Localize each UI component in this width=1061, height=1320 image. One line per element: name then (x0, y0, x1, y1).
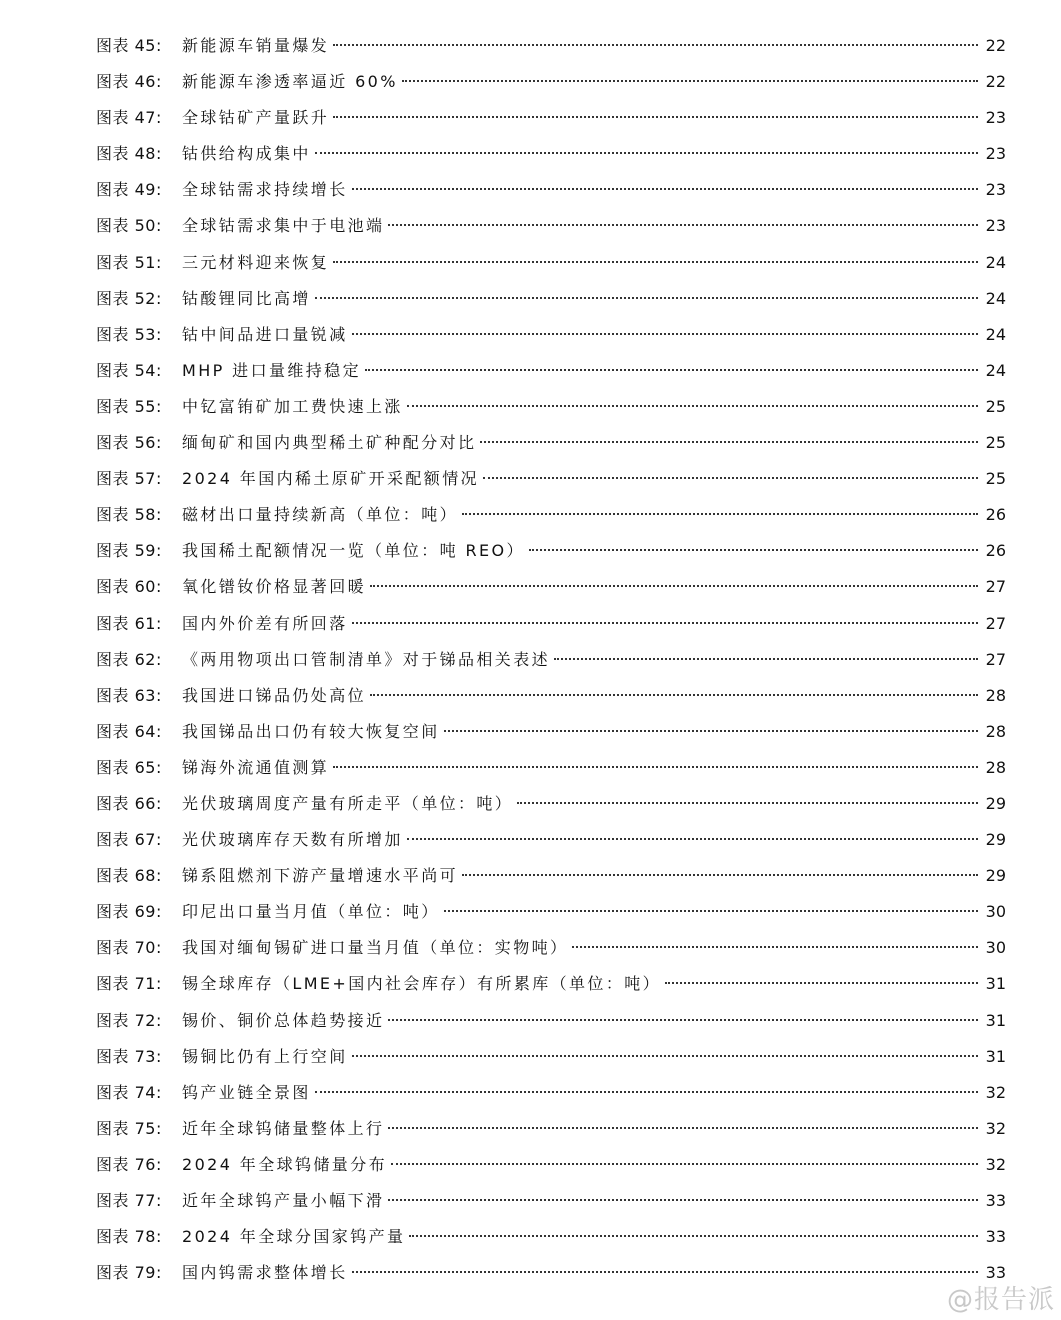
toc-entry-label: 图表 75: (96, 1118, 162, 1138)
dot-leader (572, 946, 978, 948)
dot-leader (388, 1199, 978, 1201)
toc-entry[interactable] (96, 100, 1006, 136)
toc-entry-label: 图表 50: (96, 216, 162, 236)
toc-entry-page-number[interactable]: 33 (985, 1227, 1006, 1247)
toc-entry-label: 图表 68: (96, 866, 162, 886)
toc-entry-page-number[interactable]: 29 (985, 866, 1006, 886)
toc-entry-label: 图表 60: (96, 577, 162, 597)
toc-entry-label: 图表 64: (96, 721, 162, 741)
toc-entry-title[interactable]: 全球钴需求集中于电池端 (182, 216, 385, 236)
toc-entry-title[interactable]: 印尼出口量当月值（单位：吨） (182, 902, 440, 922)
toc-entry[interactable] (96, 389, 1006, 425)
dot-leader (352, 1055, 978, 1057)
toc-entry-title[interactable]: 锑海外流通值测算 (182, 757, 330, 777)
toc-entry-page-number[interactable]: 31 (985, 1010, 1006, 1030)
toc-entry-title[interactable]: 我国锑品出口仍有较大恢复空间 (182, 721, 440, 741)
dot-leader (483, 477, 978, 479)
toc-entry[interactable] (96, 28, 1006, 64)
dot-leader (517, 802, 978, 804)
toc-entry-page-number[interactable]: 32 (985, 1118, 1006, 1138)
dot-leader (391, 1163, 978, 1165)
toc-entry-title[interactable]: 国内钨需求整体增长 (182, 1263, 348, 1283)
toc-entry-title[interactable]: MHP 进口量维持稳定 (182, 360, 361, 380)
toc-entry[interactable] (96, 930, 1006, 966)
table-of-figures (96, 28, 1006, 1291)
dot-leader (365, 369, 978, 371)
toc-entry-page-number[interactable]: 28 (985, 721, 1006, 741)
dot-leader (407, 838, 978, 840)
toc-entry-page-number[interactable]: 30 (985, 902, 1006, 922)
toc-entry[interactable] (96, 64, 1006, 100)
toc-entry-title[interactable]: 光伏玻璃周度产量有所走平（单位：吨） (182, 793, 514, 813)
dot-leader (462, 874, 978, 876)
toc-entry-label: 图表 59: (96, 541, 162, 561)
toc-entry-label: 图表 67: (96, 830, 162, 850)
toc-entry-title[interactable]: 中钇富铕矿加工费快速上涨 (182, 396, 403, 416)
dot-leader (352, 1271, 978, 1273)
dot-leader (352, 188, 978, 190)
toc-entry[interactable] (96, 1003, 1006, 1039)
toc-entry-page-number[interactable]: 32 (985, 1082, 1006, 1102)
dot-leader (333, 261, 978, 263)
toc-entry-label: 图表 78: (96, 1227, 162, 1247)
dot-leader (315, 297, 978, 299)
toc-entry[interactable] (96, 750, 1006, 786)
toc-entry[interactable] (96, 461, 1006, 497)
toc-entry-page-number[interactable]: 27 (985, 613, 1006, 633)
toc-entry-title[interactable]: 缅甸矿和国内典型稀土矿种配分对比 (182, 433, 477, 453)
toc-entry-title[interactable]: 我国进口锑品仍处高位 (182, 685, 367, 705)
toc-entry-page-number[interactable]: 27 (985, 577, 1006, 597)
toc-entry-title[interactable]: 2024 年国内稀土原矿开采配额情况 (182, 469, 480, 489)
toc-entry-title[interactable]: 《两用物项出口管制清单》对于锑品相关表述 (182, 649, 551, 669)
dot-leader (370, 694, 978, 696)
toc-entry-label: 图表 47: (96, 108, 162, 128)
toc-entry-title[interactable]: 磁材出口量持续新高（单位：吨） (182, 505, 459, 525)
toc-entry[interactable] (96, 822, 1006, 858)
toc-entry-page-number[interactable]: 23 (985, 144, 1006, 164)
toc-entry-label: 图表 52: (96, 288, 162, 308)
toc-entry-page-number[interactable]: 33 (985, 1191, 1006, 1210)
toc-entry-label: 图表 55: (96, 396, 162, 416)
dot-leader (444, 730, 978, 732)
toc-entry-label: 图表 77: (96, 1191, 162, 1210)
toc-entry-page-number[interactable]: 27 (985, 649, 1006, 669)
toc-entry-page-number[interactable]: 26 (985, 505, 1006, 525)
toc-entry-page-number[interactable]: 24 (985, 360, 1006, 380)
toc-entry-page-number[interactable]: 24 (985, 324, 1006, 344)
toc-entry-page-number[interactable]: 31 (985, 974, 1006, 994)
toc-entry[interactable] (96, 1075, 1006, 1111)
toc-entry-page-number[interactable]: 33 (985, 1263, 1006, 1283)
toc-entry-title[interactable]: 全球钴需求持续增长 (182, 180, 348, 200)
dot-leader (333, 766, 978, 768)
toc-entry-title[interactable]: 新能源车销量爆发 (182, 36, 330, 55)
toc-entry[interactable] (96, 786, 1006, 822)
dot-leader (407, 405, 978, 407)
dot-leader (554, 658, 978, 660)
toc-entry-title[interactable]: 2024 年全球钨储量分布 (182, 1154, 388, 1174)
dot-leader (409, 1235, 978, 1237)
toc-entry-page-number[interactable]: 32 (985, 1154, 1006, 1174)
toc-entry-page-number[interactable]: 25 (985, 396, 1006, 416)
toc-entry-title[interactable]: 我国对缅甸锡矿进口量当月值（单位：实物吨） (182, 938, 569, 958)
dot-leader (315, 152, 978, 154)
toc-entry-page-number[interactable]: 25 (985, 433, 1006, 453)
toc-entry-label: 图表 46: (96, 72, 162, 92)
toc-entry-page-number[interactable]: 23 (985, 216, 1006, 236)
toc-entry-label: 图表 57: (96, 469, 162, 489)
toc-entry[interactable] (96, 966, 1006, 1002)
toc-entry-title[interactable]: 钴中间品进口量锐减 (182, 324, 348, 344)
toc-entry[interactable] (96, 136, 1006, 172)
toc-entry-page-number[interactable]: 23 (985, 108, 1006, 128)
toc-entry-label: 图表 73: (96, 1046, 162, 1066)
toc-entry[interactable] (96, 606, 1006, 642)
toc-entry-title[interactable]: 锡价、铜价总体趋势接近 (182, 1010, 385, 1030)
toc-entry[interactable] (96, 858, 1006, 894)
toc-entry-label: 图表 54: (96, 360, 162, 380)
dot-leader (402, 80, 978, 82)
toc-entry[interactable] (96, 533, 1006, 569)
toc-entry-title[interactable]: 近年全球钨储量整体上行 (182, 1118, 385, 1138)
toc-entry-title[interactable]: 光伏玻璃库存天数有所增加 (182, 830, 403, 850)
toc-entry-label: 图表 66: (96, 793, 162, 813)
toc-entry-page-number[interactable]: 29 (985, 830, 1006, 850)
toc-entry[interactable] (96, 281, 1006, 317)
toc-entry-page-number[interactable]: 23 (985, 180, 1006, 200)
toc-entry-label: 图表 56: (96, 433, 162, 453)
toc-entry[interactable] (96, 569, 1006, 605)
toc-entry-title[interactable]: 新能源车渗透率逼近 60% (182, 72, 398, 92)
dot-leader (333, 116, 978, 118)
toc-entry-label: 图表 70: (96, 938, 162, 958)
toc-entry-title[interactable]: 锑系阻燃剂下游产量增速水平尚可 (182, 866, 459, 886)
toc-entry[interactable] (96, 642, 1006, 678)
dot-leader (370, 585, 978, 587)
toc-entry-title[interactable]: 锡全球库存（LME+国内社会库存）有所累库（单位：吨） (182, 974, 662, 994)
dot-leader (665, 982, 978, 984)
toc-entry-page-number[interactable]: 28 (985, 685, 1006, 705)
toc-entry-page-number[interactable]: 28 (985, 757, 1006, 777)
toc-entry-title[interactable]: 氧化镨钕价格显著回暖 (182, 577, 367, 597)
toc-entry[interactable] (96, 172, 1006, 208)
toc-entry-label: 图表 79: (96, 1263, 162, 1283)
dot-leader (388, 1019, 978, 1021)
toc-entry-label: 图表 48: (96, 144, 162, 164)
toc-entry-title[interactable]: 近年全球钨产量小幅下滑 (182, 1191, 385, 1210)
toc-entry[interactable] (96, 894, 1006, 930)
toc-entry-label: 图表 58: (96, 505, 162, 525)
toc-entry-label: 图表 69: (96, 902, 162, 922)
toc-entry-label: 图表 76: (96, 1154, 162, 1174)
toc-entry-title[interactable]: 钴酸锂同比高增 (182, 288, 311, 308)
toc-entry-title[interactable]: 我国稀土配额情况一览（单位：吨 REO） (182, 541, 525, 561)
toc-entry-title[interactable]: 全球钴矿产量跃升 (182, 108, 330, 128)
toc-entry-page-number[interactable]: 22 (985, 36, 1006, 55)
toc-entry-page-number[interactable]: 26 (985, 541, 1006, 561)
toc-entry[interactable] (96, 1183, 1006, 1219)
toc-entry-title[interactable]: 2024 年全球分国家钨产量 (182, 1227, 406, 1247)
toc-entry-page-number[interactable]: 24 (985, 252, 1006, 272)
toc-entry-label: 图表 62: (96, 649, 162, 669)
toc-entry[interactable] (96, 497, 1006, 533)
toc-entry-title[interactable]: 国内外价差有所回落 (182, 613, 348, 633)
toc-entry-label: 图表 53: (96, 324, 162, 344)
toc-entry-page-number[interactable]: 24 (985, 288, 1006, 308)
dot-leader (315, 1091, 978, 1093)
dot-leader (333, 44, 978, 46)
toc-entry[interactable] (96, 1255, 1006, 1291)
toc-entry[interactable] (96, 714, 1006, 750)
toc-entry-title[interactable]: 锡铜比仍有上行空间 (182, 1046, 348, 1066)
toc-entry-label: 图表 51: (96, 252, 162, 272)
toc-entry-page-number[interactable]: 22 (985, 72, 1006, 92)
toc-entry-page-number[interactable]: 29 (985, 793, 1006, 813)
toc-entry[interactable] (96, 678, 1006, 714)
dot-leader (444, 910, 978, 912)
toc-entry-label: 图表 45: (96, 36, 162, 55)
toc-entry-label: 图表 49: (96, 180, 162, 200)
toc-entry[interactable] (96, 353, 1006, 389)
toc-entry[interactable] (96, 1219, 1006, 1255)
dot-leader (462, 513, 978, 515)
toc-entry-label: 图表 61: (96, 613, 162, 633)
toc-entry-label: 图表 65: (96, 757, 162, 777)
watermark: @报告派 (946, 1285, 1055, 1315)
dot-leader (352, 622, 978, 624)
toc-entry[interactable] (96, 1039, 1006, 1075)
dot-leader (480, 441, 978, 443)
dot-leader (529, 549, 978, 551)
toc-entry-page-number[interactable]: 30 (985, 938, 1006, 958)
toc-entry-label: 图表 72: (96, 1010, 162, 1030)
toc-entry[interactable] (96, 245, 1006, 281)
toc-entry-title[interactable]: 三元材料迎来恢复 (182, 252, 330, 272)
toc-entry[interactable] (96, 1111, 1006, 1147)
toc-entry[interactable] (96, 208, 1006, 244)
toc-entry[interactable] (96, 425, 1006, 461)
toc-entry-page-number[interactable]: 31 (985, 1046, 1006, 1066)
toc-entry-label: 图表 74: (96, 1082, 162, 1102)
toc-entry[interactable] (96, 1147, 1006, 1183)
toc-entry-title[interactable]: 钨产业链全景图 (182, 1082, 311, 1102)
dot-leader (388, 1127, 978, 1129)
toc-entry[interactable] (96, 317, 1006, 353)
toc-entry-page-number[interactable]: 25 (985, 469, 1006, 489)
dot-leader (388, 224, 978, 226)
toc-entry-title[interactable]: 钴供给构成集中 (182, 144, 311, 164)
toc-entry-label: 图表 71: (96, 974, 162, 994)
dot-leader (352, 333, 978, 335)
toc-entry-label: 图表 63: (96, 685, 162, 705)
